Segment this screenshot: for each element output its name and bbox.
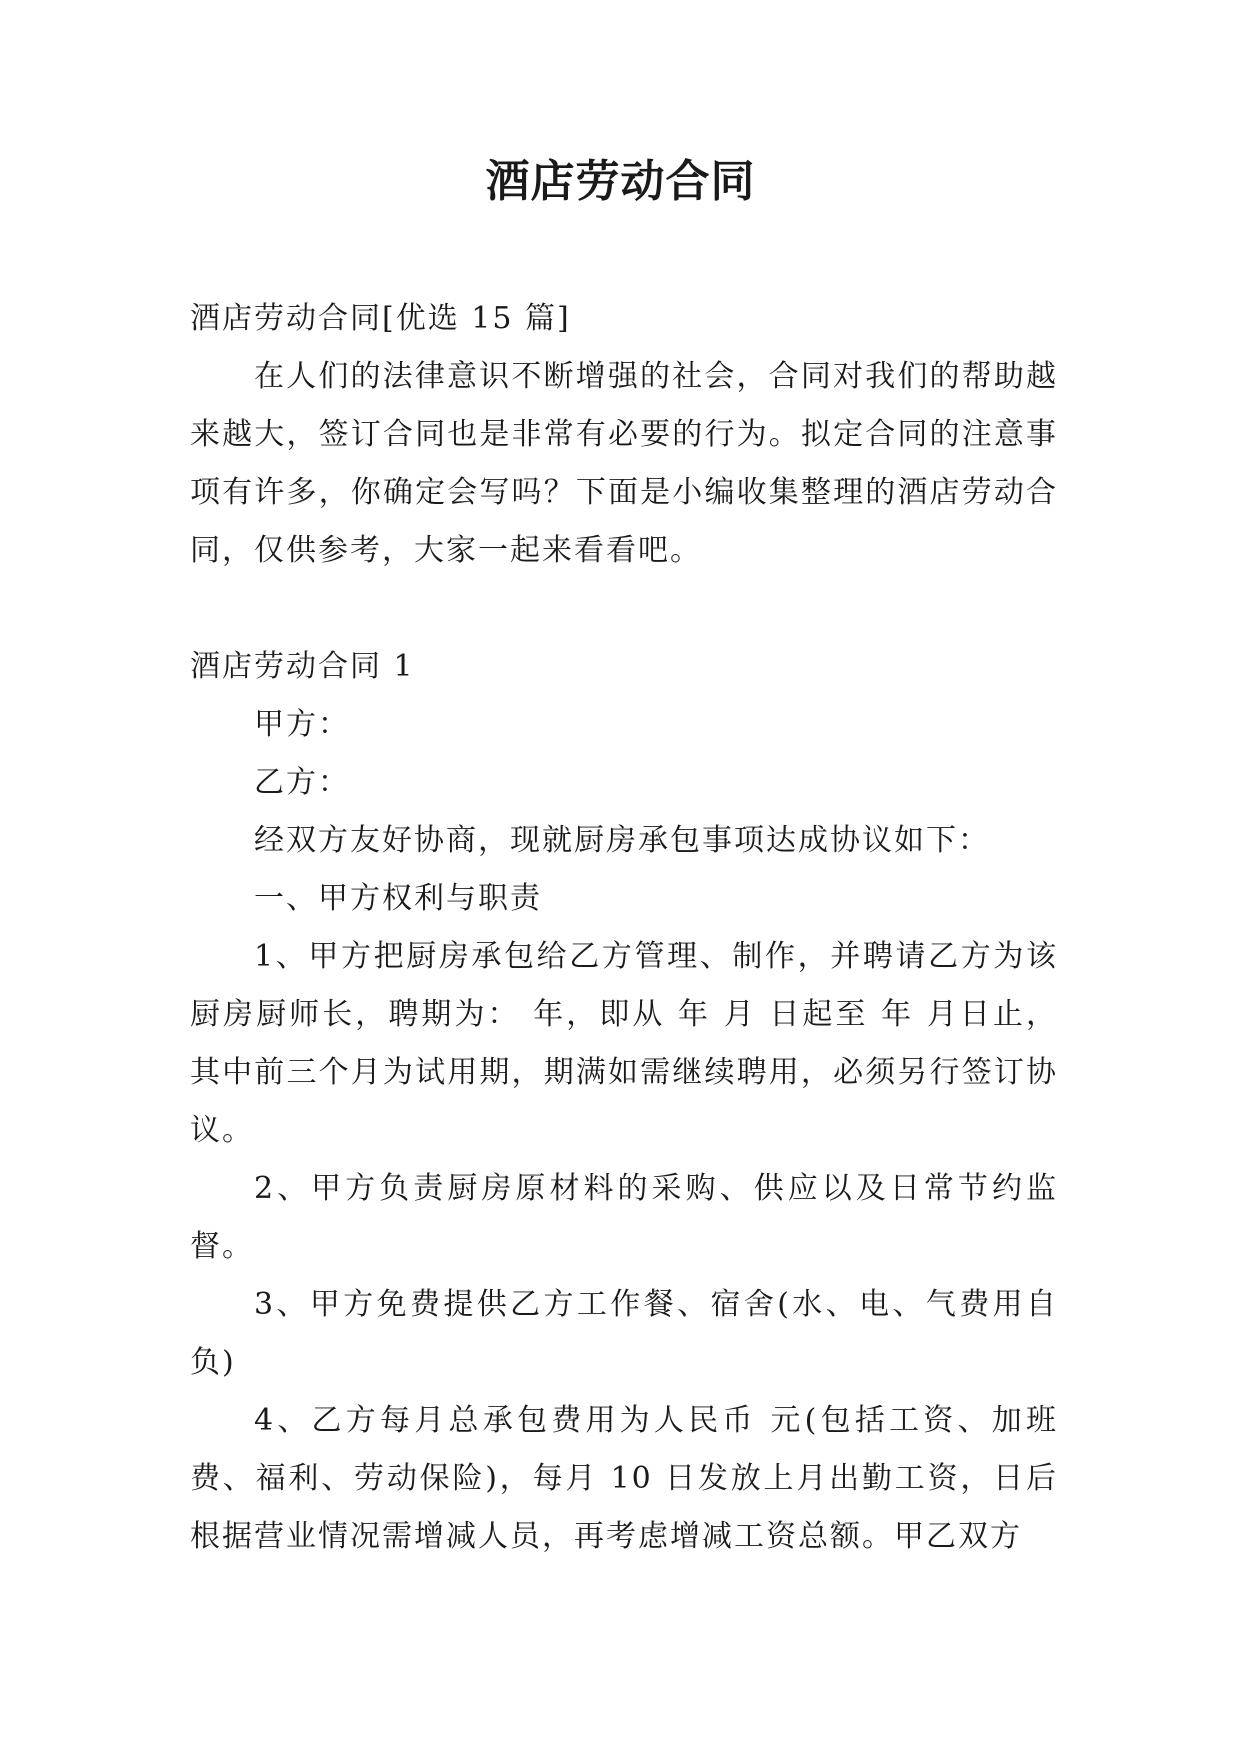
preamble-paragraph: 经双方友好协商，现就厨房承包事项达成协议如下：	[254, 823, 990, 858]
document-subtitle: 酒店劳动合同[优选 15 篇]	[190, 301, 571, 336]
party-a-line: 甲方：	[254, 707, 350, 742]
document-body	[190, 290, 1058, 1566]
document-title: 酒店劳动合同	[485, 156, 756, 207]
section-heading: 酒店劳动合同 1	[190, 649, 415, 684]
clause-item: 3、甲方免费提供乙方工作餐、宿舍(水、电、气费用自负)	[190, 1287, 1058, 1380]
clause-item: 4、乙方每月总承包费用为人民币 元(包括工资、加班费、福利、劳动保险)，每月 10 日发放上月出勤工资，日后根据营业情况需增减人员，再考虑增减工资总额。甲乙双方	[190, 1403, 1058, 1554]
party-b-line: 乙方：	[254, 765, 350, 800]
intro-paragraph: 在人们的法律意识不断增强的社会，合同对我们的帮助越来越大，签订合同也是非常有必要的行为。拟定合同的注意事项有许多，你确定会写吗？下面是小编收集整理的酒店劳动合同，仅供参考，大家一起来看看吧。	[190, 359, 1058, 568]
clause-item: 2、甲方负责厨房原材料的采购、供应以及日常节约监督。	[190, 1171, 1058, 1264]
clause-heading: 一、甲方权利与职责	[254, 881, 542, 916]
clause-item: 1、甲方把厨房承包给乙方管理、制作，并聘请乙方为该厨房厨师长，聘期为： 年，即从 年 月 日起至 年 月日止，其中前三个月为试用期，期满如需继续聘用，必须另行签订协议。	[190, 939, 1058, 1148]
